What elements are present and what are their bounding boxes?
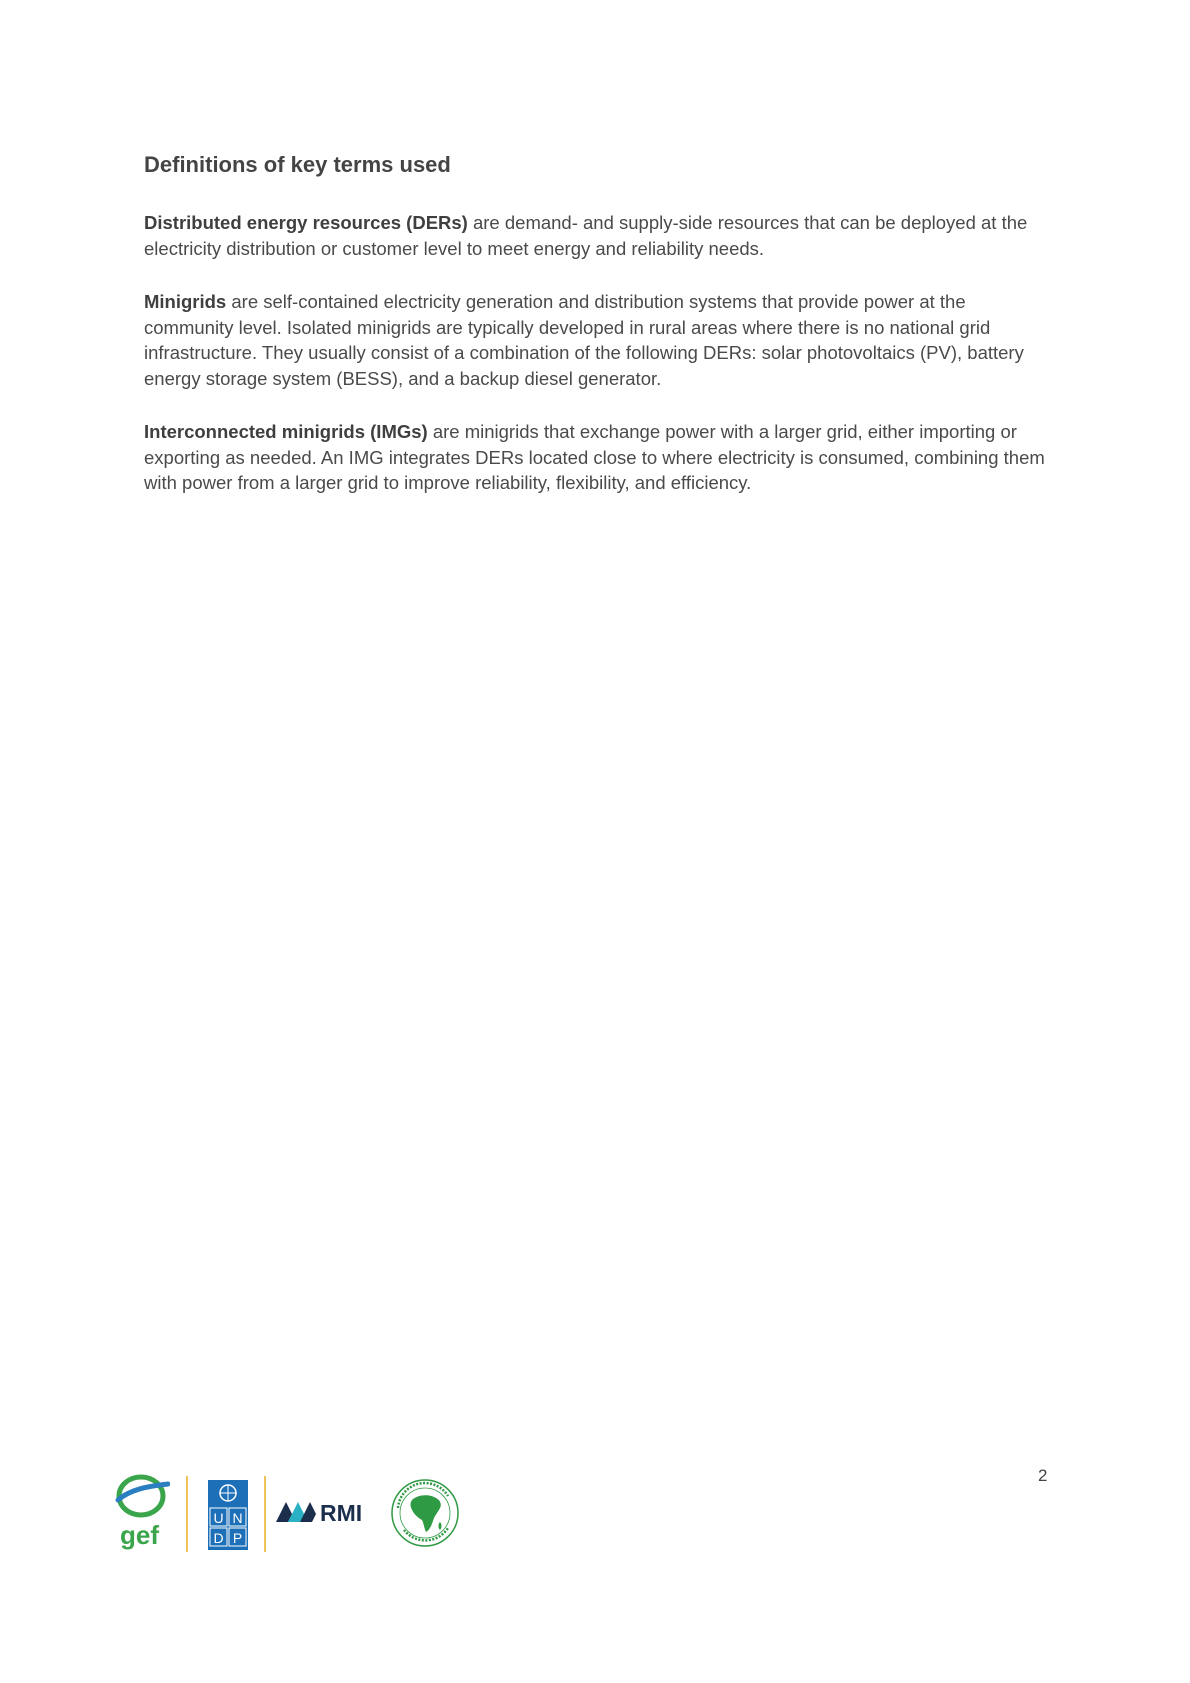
undp-logo (208, 1480, 248, 1550)
definition-imgs (144, 419, 1054, 496)
definition-minigrids-text: are self-contained electricity generation and distribution systems that provide power at the community level. Isolated minigrids are typically developed in rural areas where there is no national grid infrastructure. They usually consist of a combination of the following DERs: solar photovoltaics (PV), battery energy storage system (BESS), and a backup diesel generator. (144, 291, 1024, 389)
gef-logo (114, 1474, 170, 1550)
definition-ders-text: are demand- and supply-side resources that can be deployed at the electricity distribution or customer level to meet energy and reliability needs. (144, 212, 1028, 259)
definition-minigrids (144, 289, 1054, 391)
term-imgs: Interconnected minigrids (IMGs) (144, 421, 428, 442)
logo-separator (186, 1476, 188, 1552)
afdb-logo (390, 1478, 460, 1548)
section-heading: Definitions of key terms used (144, 152, 451, 177)
svg-text:D: D (213, 1530, 224, 1546)
logo-separator (264, 1476, 266, 1552)
term-minigrids: Minigrids (144, 291, 227, 312)
svg-text:P: P (232, 1530, 243, 1546)
svg-text:gef: gef (120, 1520, 159, 1550)
svg-text:U: U (213, 1510, 224, 1526)
footer-logos (114, 1474, 474, 1554)
svg-text:RMI: RMI (320, 1500, 363, 1524)
svg-text:N: N (232, 1510, 243, 1526)
document-content (144, 150, 1054, 524)
term-ders: Distributed energy resources (DERs) (144, 212, 468, 233)
definition-imgs-text: are minigrids that exchange power with a larger grid, either importing or exporting as needed. An IMG integrates DERs located close to where electricity is consumed, combining them with power from a larger grid to improve reliability, flexibility, and efficiency. (144, 421, 1045, 493)
page-number: 2 (1038, 1466, 1048, 1485)
definition-ders (144, 210, 1054, 261)
rmi-logo (276, 1500, 378, 1524)
